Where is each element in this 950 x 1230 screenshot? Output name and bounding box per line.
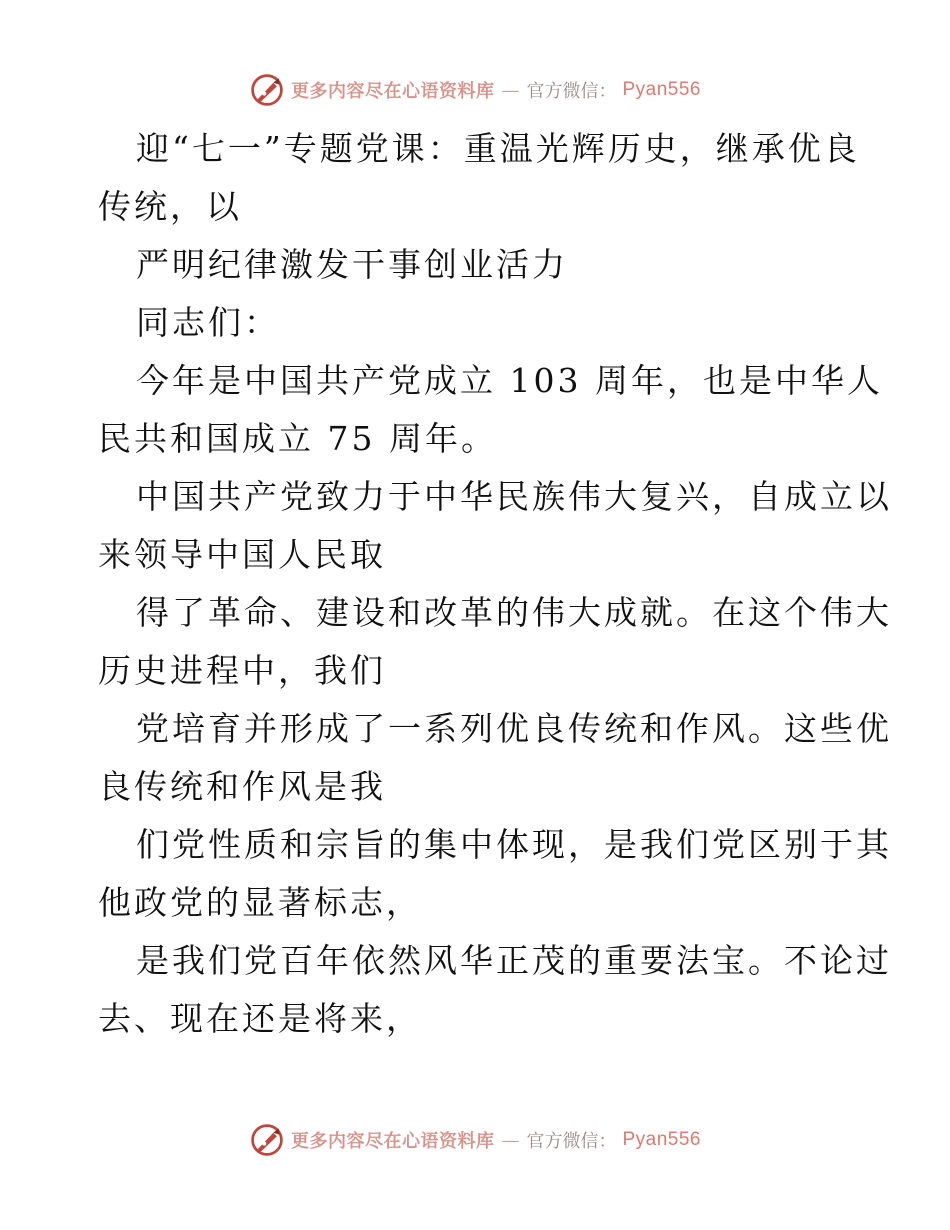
subtitle-line: 严明纪律激发干事创业活力 xyxy=(136,245,568,284)
watermark-wechat-id: Pyan556 xyxy=(622,79,701,100)
watermark-wechat-id: Pyan556 xyxy=(622,1129,701,1150)
paragraph-line: 良传统和作风是我 xyxy=(98,767,386,806)
paragraph-line: 来领导中国人民取 xyxy=(98,535,386,574)
watermark-dash: — xyxy=(501,79,520,101)
quill-pen-logo-icon xyxy=(249,72,285,108)
header-watermark xyxy=(0,68,950,112)
document-body xyxy=(98,120,892,1048)
paragraph-line: 党培育并形成了一系列优良传统和作风。这些优 xyxy=(136,709,892,748)
paragraph-line: 是我们党百年依然风华正茂的重要法宝。不论过 xyxy=(136,941,892,980)
paragraph-line: 得了革命、建设和改革的伟大成就。在这个伟大 xyxy=(136,593,892,632)
watermark-dash: — xyxy=(501,1129,520,1151)
title-line-1: 迎“七一”专题党课：重温光辉历史，继承优良 xyxy=(136,129,860,168)
watermark-brand-text: 更多内容尽在心语资料库 xyxy=(290,1131,495,1152)
paragraph-line: 他政党的显著标志， xyxy=(98,883,422,922)
watermark-brand-text: 更多内容尽在心语资料库 xyxy=(290,81,495,102)
paragraph-line: 历史进程中，我们 xyxy=(98,651,386,690)
watermark-label: 官方微信： xyxy=(526,1131,617,1152)
paragraph-line: 今年是中国共产党成立 103 周年，也是中华人 xyxy=(136,361,883,400)
paragraph-line: 去、现在还是将来， xyxy=(98,999,422,1038)
paragraph-line: 民共和国成立 75 周年。 xyxy=(98,419,497,458)
title-line-2: 传统，以 xyxy=(98,187,242,226)
salutation-line: 同志们： xyxy=(136,303,280,342)
paragraph-line: 们党性质和宗旨的集中体现，是我们党区别于其 xyxy=(136,825,892,864)
paragraph-line: 中国共产党致力于中华民族伟大复兴，自成立以 xyxy=(136,477,892,516)
quill-pen-logo-icon xyxy=(249,1122,285,1158)
watermark-label: 官方微信： xyxy=(526,81,617,102)
footer-watermark xyxy=(0,1118,950,1162)
